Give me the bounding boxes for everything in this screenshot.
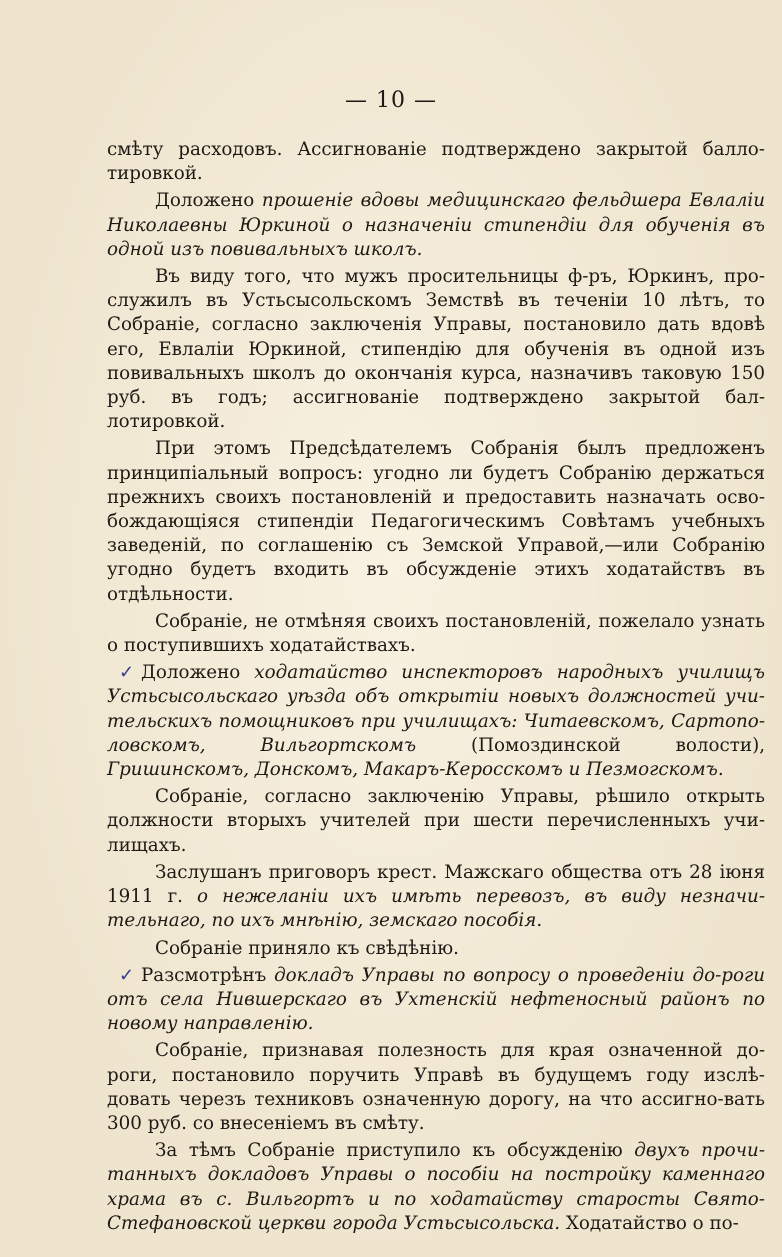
- page-number: — 10 —: [345, 88, 437, 113]
- text-run: При этомъ Предсѣдателемъ Собранія былъ предложенъ принципіальный вопросъ: угодно ли будетъ Собранію держаться прежнихъ своихъ постановленій и предоставить назначать осво-бождающіяся стипендіи Педагогическимъ Совѣтамъ учебныхъ заведеній, по соглашенію съ Земской Управой,—или Собранію угодно будетъ входить въ обсужденіе этихъ ходатайствъ въ отдѣльности.: [107, 438, 765, 605]
- italic-text: ходатайство инспекторовъ народныхъ училищъ Устьсысольскаго уѣзда объ открытіи новыхъ должностей учи-тельскихъ помощниковъ при училищахъ: Читаевскомъ, Сартопо-ловскомъ, Вильгортскомъ: [107, 662, 765, 756]
- text-run: Собраніе, признавая полезность для края означенной до-роги, постановило поручить Управѣ въ будущемъ году изслѣ-довать черезъ техниковъ означенную дорогу, на что ассигно-вать 300 руб. со внесеніемъ въ смѣту.: [107, 1040, 765, 1134]
- paragraph: [107, 785, 765, 858]
- paragraph: [107, 138, 765, 186]
- paragraph: [107, 964, 765, 1037]
- text-run: Заслушанъ приговоръ крест. Мажскаго общества отъ 28 іюня 1911 г.: [107, 861, 765, 908]
- italic-text: Гришинскомъ, Донскомъ, Макаръ-Керосскомъ и Пезмогскомъ.: [107, 759, 724, 781]
- text-run: смѣту расходовъ. Ассигнованіе подтверждено закрытой балло-тировкой.: [107, 139, 765, 185]
- text-run: Ходатайство о по-: [560, 1212, 739, 1234]
- text-run: Собраніе приняло къ свѣдѣнію.: [155, 937, 459, 959]
- text-run: Доложено: [155, 190, 262, 212]
- italic-text: о нежеланіи ихъ имѣть перевозъ, въ виду незначи-тельнаго, по ихъ мнѣнію, земскаго пособія.: [107, 886, 765, 932]
- text-run: Собраніе, не отмѣняя своихъ постановленій, пожелало узнать о поступившихъ ходатайствахъ.: [107, 610, 765, 657]
- italic-text: двухъ прочи-танныхъ докладовъ Управы о пособіи на постройку каменнаго храма въ с. Вильгортъ и по ходатайству старосты Свято-Стефановской церкви города Устьсысольска.: [107, 1140, 765, 1234]
- paragraph: [107, 661, 765, 782]
- paragraph: [107, 437, 765, 606]
- paragraph: [107, 937, 765, 961]
- text-run: За тѣмъ Собраніе приступило къ обсужденію: [155, 1140, 635, 1162]
- body-text: [107, 138, 765, 1236]
- italic-text: докладъ Управы по вопросу о проведеніи до-роги отъ села Нившерскаго въ Ухтенскій нефтеносный районъ по новому направленію.: [107, 964, 765, 1035]
- paragraph: [107, 861, 765, 934]
- italic-text: прошеніе вдовы медицинскаго фельдшера Евлаліи Николаевны Юркиной о назначеніи стипендіи для обученія въ одной изъ повивальныхъ школъ.: [107, 190, 765, 260]
- text-run: Въ виду того, что мужъ просительницы ф-ръ, Юркинъ, про-служилъ въ Устьсысольскомъ Земствѣ въ теченіи 10 лѣтъ, то Собраніе, согласно заключенія Управы, постановило дать вдовѣ его, Евлаліи Юркиной, стипендію для обученія въ одной изъ повивальныхъ школъ до окончанія курса, назначивъ таковую 150 руб. въ годъ; ассигнованіе подтверждено закрытой бал-лотировкой.: [107, 266, 765, 433]
- text-run: Доложено: [141, 662, 255, 684]
- text-run: (Помоздинской волости),: [470, 734, 766, 756]
- paragraph: [107, 189, 765, 262]
- paragraph: [107, 1139, 765, 1236]
- checkmark-icon: ✓: [119, 662, 135, 684]
- text-run: Собраніе, согласно заключенію Управы, рѣшило открыть должности вторыхъ учителей при шести перечисленныхъ учи-лищахъ.: [107, 786, 765, 856]
- paragraph: [107, 265, 765, 434]
- text-run: Разсмотрѣнъ: [141, 964, 275, 986]
- paragraph: [107, 610, 765, 658]
- checkmark-icon: ✓: [119, 964, 135, 986]
- paragraph: [107, 1039, 765, 1136]
